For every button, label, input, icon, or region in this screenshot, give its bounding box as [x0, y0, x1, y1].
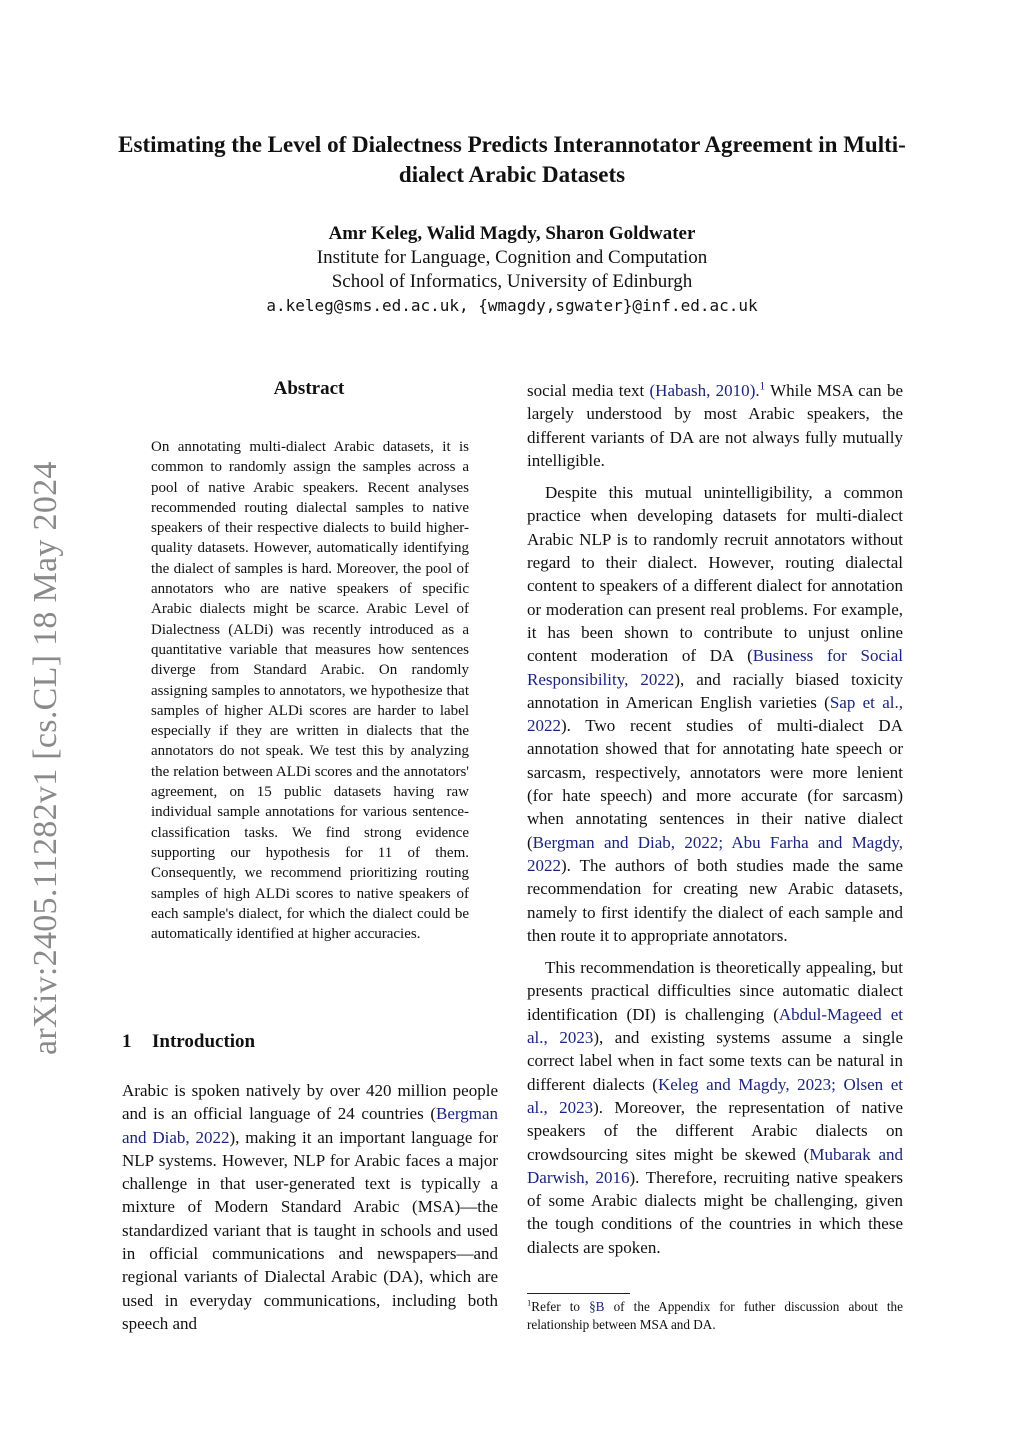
- footnote-number: 1: [527, 1297, 532, 1308]
- intro-paragraph-2: Despite this mutual unintelligibility, a common practice when developing datasets for multi-dialect Arabic NLP is to randomly recruit annotators without regard to their dialect. However, routing dialectal content to speakers of a different dialect for annotation or moderation can present real problems. For example, it has been shown to contribute to unjust online content moderation of DA (Business for Social Responsibility, 2022), and racially biased toxicity annotation in American English varieties (Sap et al., 2022). Two recent studies of multi-dialect DA annotation showed that for annotating hate speech or sarcasm, respectively, annotators were more lenient (for hate speech) and more accurate (for sarcasm) when annotating sentences in their native dialect (Bergman and Diab, 2022; Abu Farha and Magdy, 2022). The authors of both studies made the same recommendation for creating new Arabic datasets, namely to first identify the dialect of each sample and then route it to appropriate annotators.: [527, 483, 903, 945]
- citation-link[interactable]: Abdul-Mageed et al., 2023: [527, 1004, 903, 1048]
- paper-title: Estimating the Level of Dialectness Predicts Interannotator Agreement in Multi-dialect Arabic Datasets: [118, 132, 906, 187]
- section-heading-introduction: [122, 1031, 255, 1053]
- affiliation-school: School of Informatics, University of Edinburgh: [331, 271, 693, 292]
- affiliation-institute: Institute for Language, Cognition and Computation: [316, 247, 708, 268]
- citation-link[interactable]: Business for Social Responsibility, 2022: [527, 646, 903, 689]
- intro-paragraph-1-continued: social media text (Habash, 2010).$^1$ While MSA can be largely understood by most Arabic speakers, the different variants of DA are not always fully mutually intelligible.: [527, 380, 904, 470]
- footnote-marker[interactable]: 1: [759, 380, 766, 393]
- arxiv-identifier: arXiv:2405.11282v1 [cs.CL] 18 May 2024: [27, 461, 64, 1055]
- right-column: [527, 379, 903, 1268]
- citation-link[interactable]: Bergman and Diab, 2022: [122, 1104, 498, 1147]
- citation-link[interactable]: Habash, 2010: [655, 381, 750, 400]
- author-emails: a.keleg@sms.ed.ac.uk, {wmagdy,sgwater}@inf.ed.ac.uk: [266, 296, 758, 315]
- section-title: Introduction: [152, 1031, 256, 1052]
- author-block: [100, 222, 924, 318]
- intro-paragraph-3: This recommendation is theoretically appealing, but presents practical difficulties since automatic dialect identification (DI) is challenging (Abdul-Mageed et al., 2023), and existing systems assume a single correct label when in fact some texts can be natural in different dialects (Keleg and Magdy, 2023; Olsen et al., 2023). Moreover, the representation of native speakers of the different Arabic dialects on crowdsourcing sites might be skewed (Mubarak and Darwish, 2016). Therefore, recruiting native speakers of some Arabic dialects might be challenging, given the tough conditions of the countries in which these dialects are spoken.: [527, 958, 904, 1257]
- intro-paragraph-1: Arabic is spoken natively by over 420 million people and is an official language of 24 countries (Bergman and Diab, 2022), making it an important language for NLP systems. However, NLP for Arabic faces a major challenge in that user-generated text is typically a mixture of Modern Standard Arabic (MSA)—the standardized variant that is taught in schools and used in official communications and newspapers—and regional variants of Dialectal Arabic (DA), which are used in everyday communications, including both speech and: [122, 1081, 498, 1333]
- citation-link[interactable]: Bergman and Diab, 2022; Abu Farha and Magdy, 2022: [527, 832, 903, 875]
- citation-link[interactable]: Mubarak and Darwish, 2016: [527, 1144, 903, 1187]
- appendix-link[interactable]: §B: [589, 1299, 605, 1314]
- citation-link[interactable]: Keleg and Magdy, 2023; Olsen et al., 2023: [527, 1074, 903, 1117]
- author-names: Amr Keleg, Walid Magdy, Sharon Goldwater: [328, 223, 696, 244]
- footnote-1: $^1$Refer to §B of the Appendix for futher discussion about the relationship between MSA and DA.: [527, 1297, 903, 1332]
- citation-link[interactable]: Sap et al., 2022: [527, 692, 903, 736]
- section-number: 1: [122, 1031, 132, 1052]
- abstract-text: On annotating multi-dialect Arabic datasets, it is common to randomly assign the samples across a pool of native Arabic speakers. Recent analyses recommended routing dialectal samples to native speakers of their respective dialects to build higher-quality datasets. However, automatically identifying the dialect of samples is hard. Moreover, the pool of annotators who are native speakers of specific Arabic dialects might be scarce. Arabic Level of Dialectness (ALDi) was recently introduced as a quantitative variable that measures how sentences diverge from Standard Arabic. On randomly assigning samples to annotators, we hypothesize that samples of higher ALDi scores are harder to label especially if they are written in dialects that the annotators do not speak. We test this by analyzing the relation between ALDi scores and the annotators' agreement, on 15 public datasets having raw individual sample annotations for various sentence-classification tasks. We find strong evidence supporting our hypothesis for 11 of them. Consequently, we recommend prioritizing routing samples of high ALDi scores to native speakers of each sample's dialect, for which the dialect could be automatically identified at higher accuracies.: [151, 439, 469, 943]
- abstract-heading: Abstract: [273, 378, 345, 399]
- footnote-rule: [527, 1293, 630, 1294]
